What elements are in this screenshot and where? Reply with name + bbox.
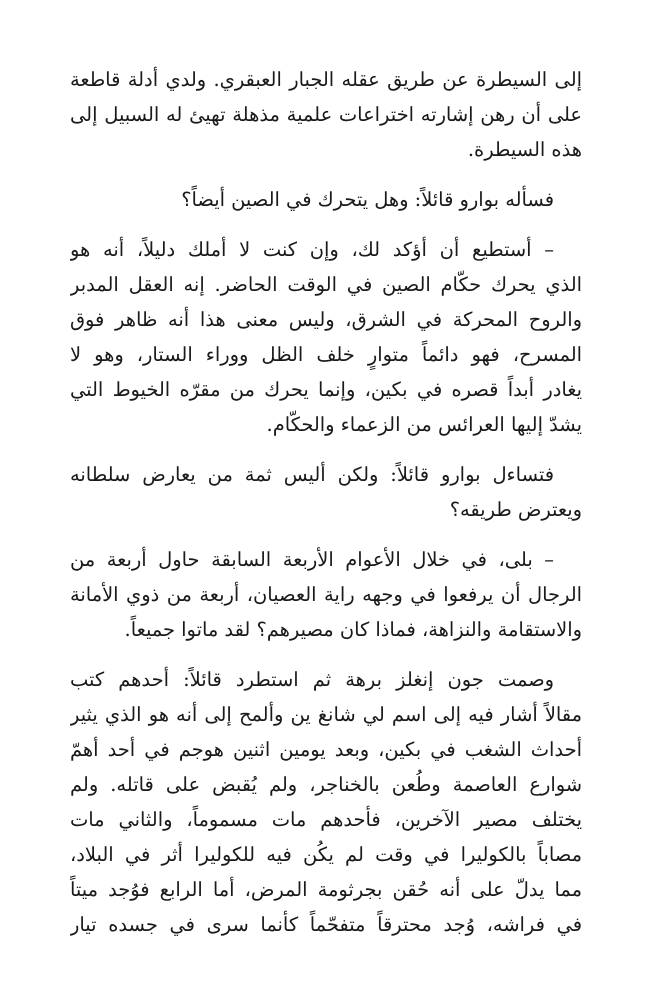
text-line: يشدّ إليها العرائس من الزعماء والحكّام.	[266, 413, 582, 436]
text-line: – أستطيع أن أؤكد لك، وإن كنت لا أملك دليلاً، أنه هو	[70, 238, 554, 261]
text-line: يختلف مصير الآخرين، فأحدهم مات مسموماً، والثاني مات	[70, 808, 582, 831]
paragraph	[70, 542, 582, 647]
paragraph	[70, 457, 582, 527]
text-line: وصمت جون إنغلز برهة ثم استطرد قائلاً: أحدهم كتب	[70, 668, 554, 691]
text-line: هذه السيطرة.	[467, 138, 582, 161]
text-line: أحداث الشغب في بكين، وبعد يومين اثنين هوجم في أحد أهمّ	[70, 738, 582, 761]
paragraph	[70, 182, 582, 217]
text-line: شوارع العاصمة وطُعن بالخناجر، ولم يُقبض على قاتله. ولم	[70, 773, 582, 796]
text-line: الرجال أن يرفعوا في وجهه راية العصيان، أربعة من ذوي الأمانة	[70, 583, 582, 606]
text-line: ويعترض طريقه؟	[449, 498, 582, 521]
paragraph	[70, 62, 582, 167]
paragraph	[70, 662, 582, 942]
text-line: – بلى، في خلال الأعوام الأربعة السابقة حاول أربعة من	[70, 548, 554, 571]
text-line: مصاباً بالكوليرا في وقت لم يكُن فيه للكوليرا أثر في البلاد،	[70, 843, 582, 866]
text-line: يغادر أبداً قصره في بكين، وإنما يحرك من مقرّه الخيوط التي	[70, 378, 582, 401]
book-page	[70, 62, 582, 942]
text-line: والاستقامة والنزاهة، فماذا كان مصيرهم؟ لقد ماتوا جميعاً.	[124, 618, 582, 641]
text-line: فتساءل بوارو قائلاً: ولكن أليس ثمة من يعارض سلطانه	[70, 463, 554, 486]
paragraph	[70, 232, 582, 442]
text-line: مقالاً أشار فيه إلى اسم لي شانغ ين وألمح إلى أنه هو الذي يثير	[70, 703, 582, 726]
text-line: والروح المحركة في الشرق، وليس معنى هذا أنه ظاهر فوق	[70, 308, 582, 331]
text-line: الذي يحرك حكّام الصين في الوقت الحاضر. إنه العقل المدبر	[70, 273, 582, 296]
text-line: فسأله بوارو قائلاً: وهل يتحرك في الصين أيضاً؟	[181, 188, 554, 211]
text-line: المسرح، فهو دائماً متوارٍ خلف الظل ووراء الستار، وهو لا	[70, 343, 582, 366]
text-line: في فراشه، وُجد محترقاً متفحّماً كأنما سرى في جسده تيار	[70, 913, 582, 936]
text-line: إلى السيطرة عن طريق عقله الجبار العبقري. ولدي أدلة قاطعة	[70, 68, 582, 91]
text-line: على أن رهن إشارته اختراعات علمية مذهلة تهيئ له السبيل إلى	[70, 103, 582, 126]
text-line: مما يدلّ على أنه حُقن بجرثومة المرض، أما الرابع فوُجد ميتاً	[70, 878, 582, 901]
